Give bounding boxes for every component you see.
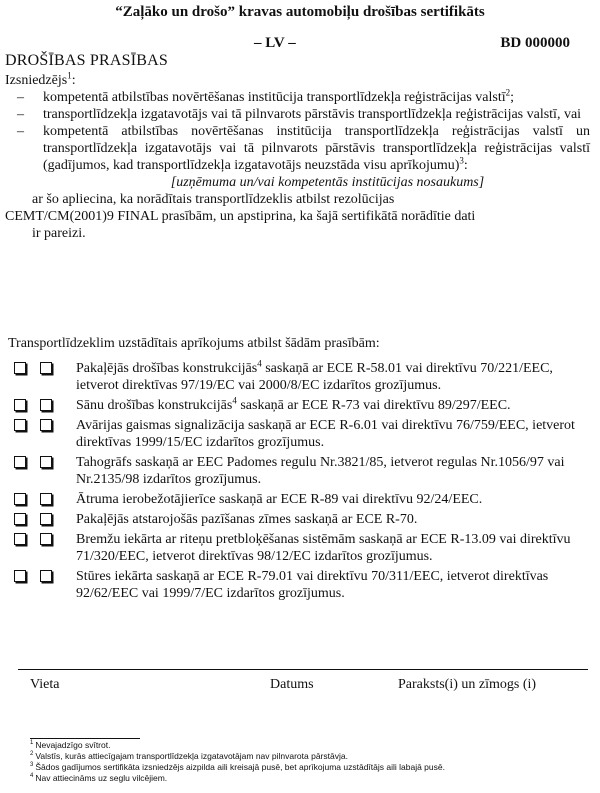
checkbox-left[interactable]	[14, 399, 26, 411]
equipment-text: Ātruma ierobežotājierīce saskaņā ar ECE R-89 vai direktīvu 92/24/EEC.	[76, 492, 483, 507]
checkbox-right[interactable]	[40, 570, 52, 582]
checkbox-left[interactable]	[14, 513, 26, 525]
checkbox-pair	[14, 493, 52, 505]
issuer-option	[5, 106, 590, 123]
certificate-number: BD 000000	[500, 35, 570, 51]
equipment-text-part: Pakaļējās drošības konstrukcijās	[76, 361, 258, 376]
dash-marker: –	[17, 90, 24, 105]
requirements-body	[5, 72, 590, 242]
option-text: kompetentā atbilstības novērtēšanas institūcija transportlīdzekļa reģistrācijas valstī	[43, 90, 506, 105]
equipment-item	[14, 397, 589, 414]
signature-line	[18, 669, 588, 670]
option-text: kompetentā atbilstības novērtēšanas institūcija transportlīdzekļa reģistrācijas valstī un transportlīdzekļa izgatavotājs vai tā pilnvarots pārstāvis transportlīdzekļa reģistrācijas valstī (gadījumos, kad transportlīdzekļa izgatavotājs neuzstāda visu aprīkojumu)	[43, 124, 590, 173]
checkbox-right[interactable]	[40, 362, 52, 374]
certify-text-line: ir pareizi.	[32, 226, 86, 241]
footnote-ref: 3	[459, 155, 464, 166]
equipment-text-part: saskaņā ar ECE R-58.01 vai direktīvu 70/221/EEC, ietverot direktīvas 97/19/EC vai 2000/8/EC izdarītos grozījumus.	[76, 361, 553, 393]
certify-text-line: CEMT/CM(2001)9 FINAL prasībām, un apstiprina, ka šajā sertifikātā norādītie dati	[5, 209, 476, 224]
footnote-number: 2	[30, 751, 34, 758]
checkbox-right[interactable]	[40, 533, 52, 545]
equipment-list	[14, 360, 589, 605]
footnote-number: 1	[30, 740, 34, 747]
equipment-item	[14, 417, 589, 451]
option-suffix: :	[463, 158, 468, 173]
requirements-heading: DROŠĪBAS PRASĪBAS	[5, 52, 169, 69]
checkbox-pair	[14, 533, 52, 545]
footnote	[30, 751, 590, 762]
checkbox-pair	[14, 456, 52, 468]
checkbox-left[interactable]	[14, 533, 26, 545]
checkbox-pair	[14, 419, 52, 431]
equipment-text-part: saskaņā ar ECE R-73 vai direktīvu 89/297/EEC.	[236, 398, 511, 413]
option-suffix: ;	[510, 90, 515, 105]
equipment-text: Tahogrāfs saskaņā ar EEC Padomes regulu Nr.3821/85, ietverot regulas Nr.1056/97 vai Nr.2135/98 izdarītos grozījumus.	[76, 455, 565, 487]
footnote-text: Valstīs, kurās attiecīgajam transportlīdzekļa izgatavotājam nav pilnvarota pārstāvja.	[35, 751, 348, 761]
footnote-ref: 1	[67, 70, 72, 81]
option-text: transportlīdzekļa izgatavotājs vai tā pilnvarots pārstāvis transportlīdzekļa reģistrācijas valstī, vai	[43, 107, 582, 122]
checkbox-left[interactable]	[14, 570, 26, 582]
dash-marker: –	[17, 124, 24, 139]
issuer-suffix: :	[71, 73, 76, 88]
footnote	[30, 773, 590, 784]
equipment-text	[76, 397, 589, 414]
signature-stamp-label: Paraksts(i) un zīmogs (i)	[398, 677, 537, 692]
checkbox-right[interactable]	[40, 399, 52, 411]
footnote-text: Nav attiecināms uz seglu vilcējiem.	[35, 773, 168, 783]
checkbox-right[interactable]	[40, 513, 52, 525]
equipment-text: Pakaļējās atstarojošās pazīšanas zīmes saskaņā ar ECE R-70.	[76, 512, 418, 527]
equipment-text: Bremžu iekārta ar riteņu pretbloķēšanas sistēmām saskaņā ar ECE R-13.09 vai direktīvu 71/320/EEC, ietverot direktīvas 98/12/EC izdarītos grozījumus.	[76, 532, 571, 564]
footnote-text: Nevajadzīgo svītrot.	[35, 740, 111, 750]
document-title: “Zaļāko un drošo” kravas automobiļu drošības sertifikāts	[115, 4, 485, 20]
checkbox-pair	[14, 513, 52, 525]
date-label: Datums	[270, 677, 314, 692]
issuer-text: Izsniedzējs	[5, 73, 68, 88]
checkbox-pair	[14, 362, 52, 374]
equipment-text: Stūres iekārta saskaņā ar ECE R-79.01 vai direktīvu 70/311/EEC, ietverot direktīvas 92/62/EEC vai 1999/7/EC izdarītos grozījumus.	[76, 569, 549, 601]
footnote	[30, 762, 590, 773]
issuer-options	[5, 89, 590, 174]
footnote-separator	[30, 738, 140, 739]
equipment-item	[14, 511, 589, 528]
footnote-number: 4	[30, 773, 34, 780]
checkbox-right[interactable]	[40, 456, 52, 468]
equipment-text-part: Sānu drošības konstrukcijās	[76, 398, 233, 413]
checkbox-left[interactable]	[14, 456, 26, 468]
issuer-label	[5, 72, 590, 89]
equipment-item	[14, 360, 589, 394]
footnote-ref: 4	[232, 395, 237, 406]
footnotes	[30, 740, 590, 784]
equipment-text: Avārijas gaismas signalizācija saskaņā ar ECE R-6.01 vai direktīvu 76/759/EEC, ietverot direktīvas 1999/15/EC izdarītos grozījumus.	[76, 418, 575, 450]
equipment-item	[14, 454, 589, 488]
issuer-name-placeholder: [uzņēmuma un/vai kompetentās institūcijas nosaukums]	[170, 175, 485, 190]
issuer-option	[5, 89, 590, 106]
checkbox-left[interactable]	[14, 493, 26, 505]
issuer-option	[5, 123, 590, 174]
equipment-text	[76, 360, 589, 394]
country-code: – LV –	[254, 35, 296, 51]
certify-text-line: ar šo apliecina, ka norādītais transportlīdzeklis atbilst rezolūcijas	[32, 192, 395, 207]
checkbox-right[interactable]	[40, 493, 52, 505]
checkbox-pair	[14, 399, 52, 411]
checkbox-left[interactable]	[14, 362, 26, 374]
footnote	[30, 740, 590, 751]
checkbox-right[interactable]	[40, 419, 52, 431]
footnote-number: 3	[30, 762, 34, 769]
footnote-ref: 4	[257, 358, 262, 369]
checkbox-pair	[14, 570, 52, 582]
equipment-item	[14, 531, 589, 565]
place-label: Vieta	[30, 677, 60, 692]
dash-marker: –	[17, 107, 24, 122]
equipment-item	[14, 491, 589, 508]
checkbox-left[interactable]	[14, 419, 26, 431]
equipment-heading: Transportlīdzeklim uzstādītais aprīkojums atbilst šādām prasībām:	[8, 336, 380, 351]
footnote-text: Šādos gadījumos sertifikāta izsniedzējs aizpilda aili kreisajā pusē, bet aprīkojuma uzstādītājs aili labajā pusē.	[35, 762, 445, 772]
equipment-item	[14, 568, 589, 602]
footnote-ref: 2	[505, 87, 511, 98]
